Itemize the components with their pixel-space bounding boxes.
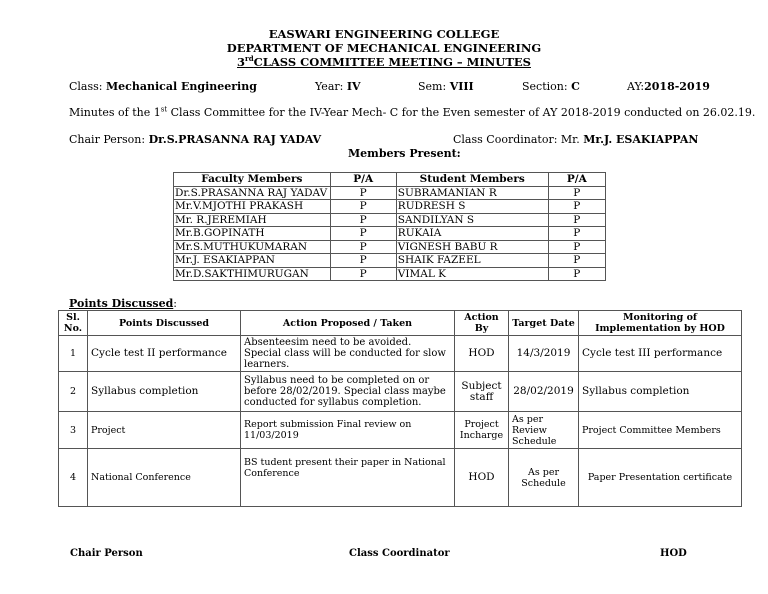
action-by: HOD xyxy=(455,336,509,372)
point-discussed: Syllabus completion xyxy=(88,372,241,412)
title-rest: CLASS COMMITTEE MEETING – MINUTES xyxy=(253,55,531,69)
student-name: VIGNESH BABU R xyxy=(396,240,548,254)
class-coordinator xyxy=(453,133,698,146)
target-date: 14/3/2019 xyxy=(509,336,579,372)
year-label: Year: xyxy=(315,80,347,93)
action-by-header: Action By xyxy=(455,311,509,336)
monitoring: Project Committee Members xyxy=(579,412,742,449)
point-discussed: National Conference xyxy=(88,449,241,507)
class-value: Mechanical Engineering xyxy=(106,80,257,93)
chair-label: Chair Person: xyxy=(69,133,149,146)
members-present-heading: Members Present: xyxy=(348,147,461,160)
sem-label: Sem: xyxy=(418,80,450,93)
ay-label: AY: xyxy=(627,80,645,93)
student-status: P xyxy=(548,200,605,214)
monitoring: Cycle test III performance xyxy=(579,336,742,372)
monitoring: Syllabus completion xyxy=(579,372,742,412)
section-info xyxy=(522,80,580,93)
target-date-header: Target Date xyxy=(509,311,579,336)
ay-info xyxy=(627,80,710,93)
faculty-status: P xyxy=(330,213,396,227)
student-status: P xyxy=(548,227,605,241)
student-name: SANDILYAN S xyxy=(396,213,548,227)
faculty-name: Mr.B.GOPINATH xyxy=(174,227,331,241)
title-sup: rd xyxy=(245,54,254,64)
sl-no: 4 xyxy=(59,449,88,507)
class-label: Class: xyxy=(69,80,106,93)
points-row xyxy=(59,449,742,507)
faculty-name: Mr.D.SAKTHIMURUGAN xyxy=(174,267,331,281)
members-row xyxy=(174,227,606,241)
student-name: RUDRESH S xyxy=(396,200,548,214)
minutes-rest: Class Committee for the IV-Year Mech- C for the Even semester of AY 2018-2019 conducted on 26.02.19. xyxy=(167,106,756,119)
points-row xyxy=(59,372,742,412)
faculty-name: Dr.S.PRASANNA RAJ YADAV xyxy=(174,186,331,200)
faculty-name: Mr.V.MJOTHI PRAKASH xyxy=(174,200,331,214)
student-status: P xyxy=(548,254,605,268)
student-status: P xyxy=(548,267,605,281)
minutes-text xyxy=(69,106,755,119)
action-proposed: BS tudent present their paper in National Conference xyxy=(241,449,455,507)
student-name: VIMAL K xyxy=(396,267,548,281)
faculty-status: P xyxy=(330,240,396,254)
sem-value: VIII xyxy=(449,80,474,93)
monitoring: Paper Presentation certificate xyxy=(579,449,742,507)
sl-no-header: Sl. No. xyxy=(59,311,88,336)
points-discussed-heading xyxy=(69,297,177,310)
section-value: C xyxy=(571,80,580,93)
members-row xyxy=(174,213,606,227)
points-header-row xyxy=(59,311,742,336)
class-info xyxy=(69,80,257,93)
student-pa-header: P/A xyxy=(548,173,605,187)
student-status: P xyxy=(548,213,605,227)
action-proposed: Syllabus need to be completed on or before 28/02/2019. Special class maybe conducted for syllabus completion. xyxy=(241,372,455,412)
faculty-name: Mr.S.MUTHUKUMARAN xyxy=(174,240,331,254)
class-coordinator-signature: Class Coordinator xyxy=(349,548,450,559)
student-name: SHAIK FAZEEL xyxy=(396,254,548,268)
student-name: SUBRAMANIAN R xyxy=(396,186,548,200)
members-row xyxy=(174,254,606,268)
year-value: IV xyxy=(346,80,361,93)
points-row xyxy=(59,412,742,449)
sl-no: 2 xyxy=(59,372,88,412)
faculty-status: P xyxy=(330,186,396,200)
section-label: Section: xyxy=(522,80,572,93)
faculty-members-header: Faculty Members xyxy=(174,173,331,187)
college-name: EASWARI ENGINEERING COLLEGE xyxy=(268,27,500,41)
minutes-prefix: Minutes of the 1 xyxy=(69,106,161,119)
faculty-status: P xyxy=(330,267,396,281)
target-date: As per Review Schedule xyxy=(509,412,579,449)
members-table xyxy=(173,172,606,281)
members-row xyxy=(174,240,606,254)
point-discussed: Project xyxy=(88,412,241,449)
document-title xyxy=(0,55,768,69)
year-info xyxy=(315,80,361,93)
action-by: Subject staff xyxy=(455,372,509,412)
faculty-status: P xyxy=(330,227,396,241)
chair-value: Dr.S.PRASANNA RAJ YADAV xyxy=(148,133,322,146)
points-heading-suffix: : xyxy=(173,297,177,310)
hod-signature: HOD xyxy=(660,548,687,559)
faculty-pa-header: P/A xyxy=(330,173,396,187)
faculty-name: Mr. R.JEREMIAH xyxy=(174,213,331,227)
point-discussed: Cycle test II performance xyxy=(88,336,241,372)
action-proposed-header: Action Proposed / Taken xyxy=(241,311,455,336)
chair-person-signature: Chair Person xyxy=(70,548,143,559)
coordinator-label: Class Coordinator: Mr. xyxy=(453,133,584,146)
points-discussed-header: Points Discussed xyxy=(88,311,241,336)
members-row xyxy=(174,200,606,214)
sl-no: 3 xyxy=(59,412,88,449)
points-table xyxy=(58,310,742,507)
chair-person xyxy=(69,133,321,146)
action-by: Project Incharge xyxy=(455,412,509,449)
faculty-status: P xyxy=(330,254,396,268)
student-status: P xyxy=(548,240,605,254)
coordinator-value: Mr.J. ESAKIAPPAN xyxy=(583,133,699,146)
faculty-status: P xyxy=(330,200,396,214)
action-proposed: Absenteesim need to be avoided. Special class will be conducted for slow learners. xyxy=(241,336,455,372)
target-date: As per Schedule xyxy=(509,449,579,507)
student-members-header: Student Members xyxy=(396,173,548,187)
monitoring-header: Monitoring of Implementation by HOD xyxy=(579,311,742,336)
minutes-sup: st xyxy=(160,105,168,114)
sem-info xyxy=(418,80,474,93)
student-status: P xyxy=(548,186,605,200)
department-name: DEPARTMENT OF MECHANICAL ENGINEERING xyxy=(226,41,542,55)
sl-no: 1 xyxy=(59,336,88,372)
members-row xyxy=(174,186,606,200)
student-name: RUKAIA xyxy=(396,227,548,241)
title-prefix: 3 xyxy=(237,55,246,69)
members-header-row xyxy=(174,173,606,187)
points-heading-text: Points Discussed xyxy=(69,297,174,310)
action-proposed: Report submission Final review on 11/03/2019 xyxy=(241,412,455,449)
points-row xyxy=(59,336,742,372)
action-by: HOD xyxy=(455,449,509,507)
members-row xyxy=(174,267,606,281)
ay-value: 2018-2019 xyxy=(644,80,710,93)
faculty-name: Mr.J. ESAKIAPPAN xyxy=(174,254,331,268)
target-date: 28/02/2019 xyxy=(509,372,579,412)
